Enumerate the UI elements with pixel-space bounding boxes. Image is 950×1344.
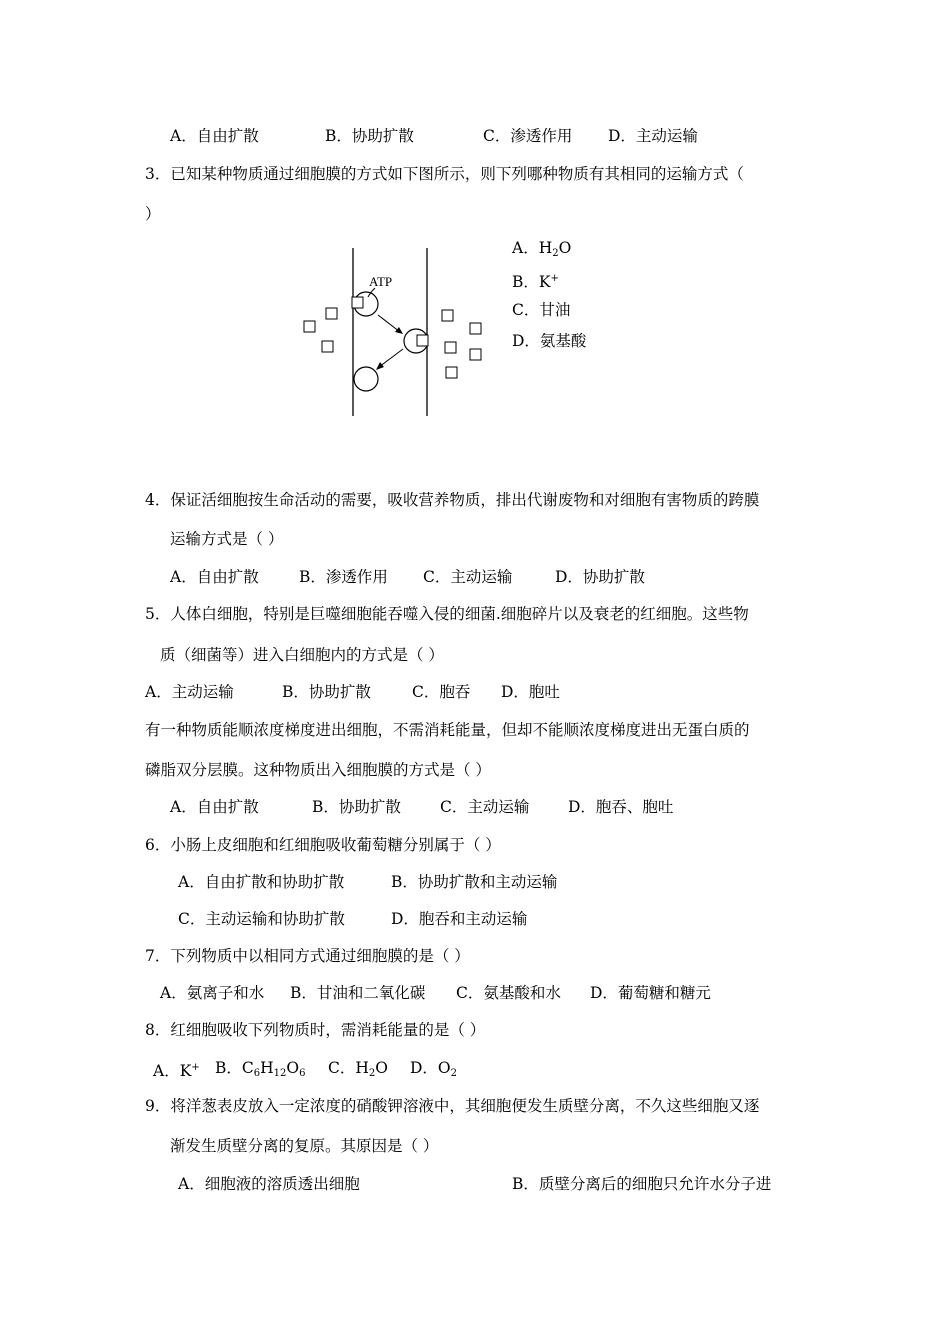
q8-option-a: A．K+ (153, 1062, 200, 1080)
arrow-to-bottom-head (376, 362, 384, 370)
q3-option-d: D．氨基酸 (512, 332, 587, 350)
q7-option-b: B．甘油和二氧化碳 (290, 984, 426, 1002)
q5-option-d: D．胞吐 (501, 683, 560, 701)
molecule-square (470, 323, 481, 334)
q5b-option-d: D．胞吞、胞吐 (568, 798, 674, 816)
q5b-option-c: C．主动运输 (440, 798, 530, 816)
molecule-square (417, 335, 428, 346)
molecule-square (326, 308, 337, 319)
q7-option-c: C．氨基酸和水 (456, 984, 561, 1002)
q9-option-a: A．细胞液的溶质透出细胞 (178, 1175, 360, 1193)
q6-option-b: B．协助扩散和主动运输 (391, 873, 558, 891)
q2-option-a: A．自由扩散 (170, 127, 259, 145)
q5b-option-a: A．自由扩散 (170, 798, 259, 816)
q2-option-c: C．渗透作用 (483, 127, 573, 145)
molecule-square (322, 341, 333, 352)
q6-stem: 6．小肠上皮细胞和红细胞吸收葡萄糖分别属于（ ） (145, 836, 501, 854)
q5-stem-line1: 5．人体白细胞，特别是巨噬细胞能吞噬入侵的细菌.细胞碎片以及衰老的红细胞。这些物 (145, 605, 749, 623)
q8-option-b: B．$C_6H_{12}O_6$ (215, 1059, 306, 1079)
q3-stem-line2: ） (145, 205, 161, 223)
arrow-to-middle (378, 315, 400, 332)
q4-stem-line1: 4．保证活细胞按生命活动的需要，吸收营养物质，排出代谢废物和对细胞有害物质的跨膜 (145, 491, 760, 509)
molecule-square (352, 297, 363, 308)
molecule-square (470, 349, 481, 360)
q2-option-b: B．协助扩散 (325, 127, 414, 145)
q3-stem-line1: 3．已知某种物质通过细胞膜的方式如下图所示，则下列哪种物质有其相同的运输方式（ (145, 165, 744, 183)
molecule-square (445, 342, 456, 353)
q5-stem-line2: 质（细菌等）进入白细胞内的方式是（ ） (160, 646, 444, 664)
atp-label: ATP (369, 274, 393, 289)
q5b-stem-line1: 有一种物质能顺浓度梯度进出细胞，不需消耗能量，但却不能顺浓度梯度进出无蛋白质的 (145, 721, 750, 739)
arrow-to-bottom (379, 349, 403, 367)
q7-option-a: A．氨离子和水 (160, 984, 265, 1002)
molecule-square (442, 310, 453, 321)
q7-option-d: D．葡萄糖和糖元 (590, 984, 711, 1002)
molecule-square (446, 367, 457, 378)
q4-option-c: C．主动运输 (423, 568, 513, 586)
q9-stem-line1: 9．将洋葱表皮放入一定浓度的硝酸钾溶液中，其细胞便发生质壁分离，不久这些细胞又逐 (145, 1097, 760, 1115)
q9-stem-line2: 渐发生质壁分离的复原。其原因是（ ） (170, 1137, 439, 1155)
q9-option-b: B．质壁分离后的细胞只允许水分子进 (512, 1175, 772, 1193)
q5-option-c: C．胞吞 (412, 683, 471, 701)
q8-option-d: D．$O_2$ (410, 1059, 458, 1079)
q5b-option-b: B．协助扩散 (312, 798, 401, 816)
arrow-to-middle-head (395, 327, 403, 334)
q4-option-d: D．协助扩散 (555, 568, 645, 586)
q4-option-a: A．自由扩散 (170, 568, 259, 586)
carrier-circle-bottom (354, 367, 378, 391)
q8-stem: 8．红细胞吸收下列物质时，需消耗能量的是（ ） (145, 1021, 486, 1039)
membrane-transport-diagram (296, 243, 496, 421)
q8-option-c: C．$H_2O$ (328, 1059, 388, 1079)
q4-option-b: B．渗透作用 (299, 568, 388, 586)
q6-option-c: C．主动运输和协助扩散 (178, 910, 345, 928)
q3-option-b: B．K+ (512, 273, 559, 291)
q6-option-d: D．胞吞和主动运输 (391, 910, 528, 928)
q3-option-c: C．甘油 (512, 301, 571, 319)
q5b-stem-line2: 磷脂双分层膜。这种物质出入细胞膜的方式是（ ） (145, 761, 491, 779)
q4-stem-line2: 运输方式是（ ） (170, 530, 284, 548)
q7-stem: 7．下列物质中以相同方式通过细胞膜的是（ ） (145, 947, 470, 965)
q5-option-a: A．主动运输 (145, 683, 234, 701)
molecule-square (304, 321, 315, 332)
q2-option-d: D．主动运输 (608, 127, 698, 145)
q6-option-a: A．自由扩散和协助扩散 (178, 873, 345, 891)
q3-option-a: A．$H_2O$ (512, 239, 572, 259)
q5-option-b: B．协助扩散 (282, 683, 371, 701)
